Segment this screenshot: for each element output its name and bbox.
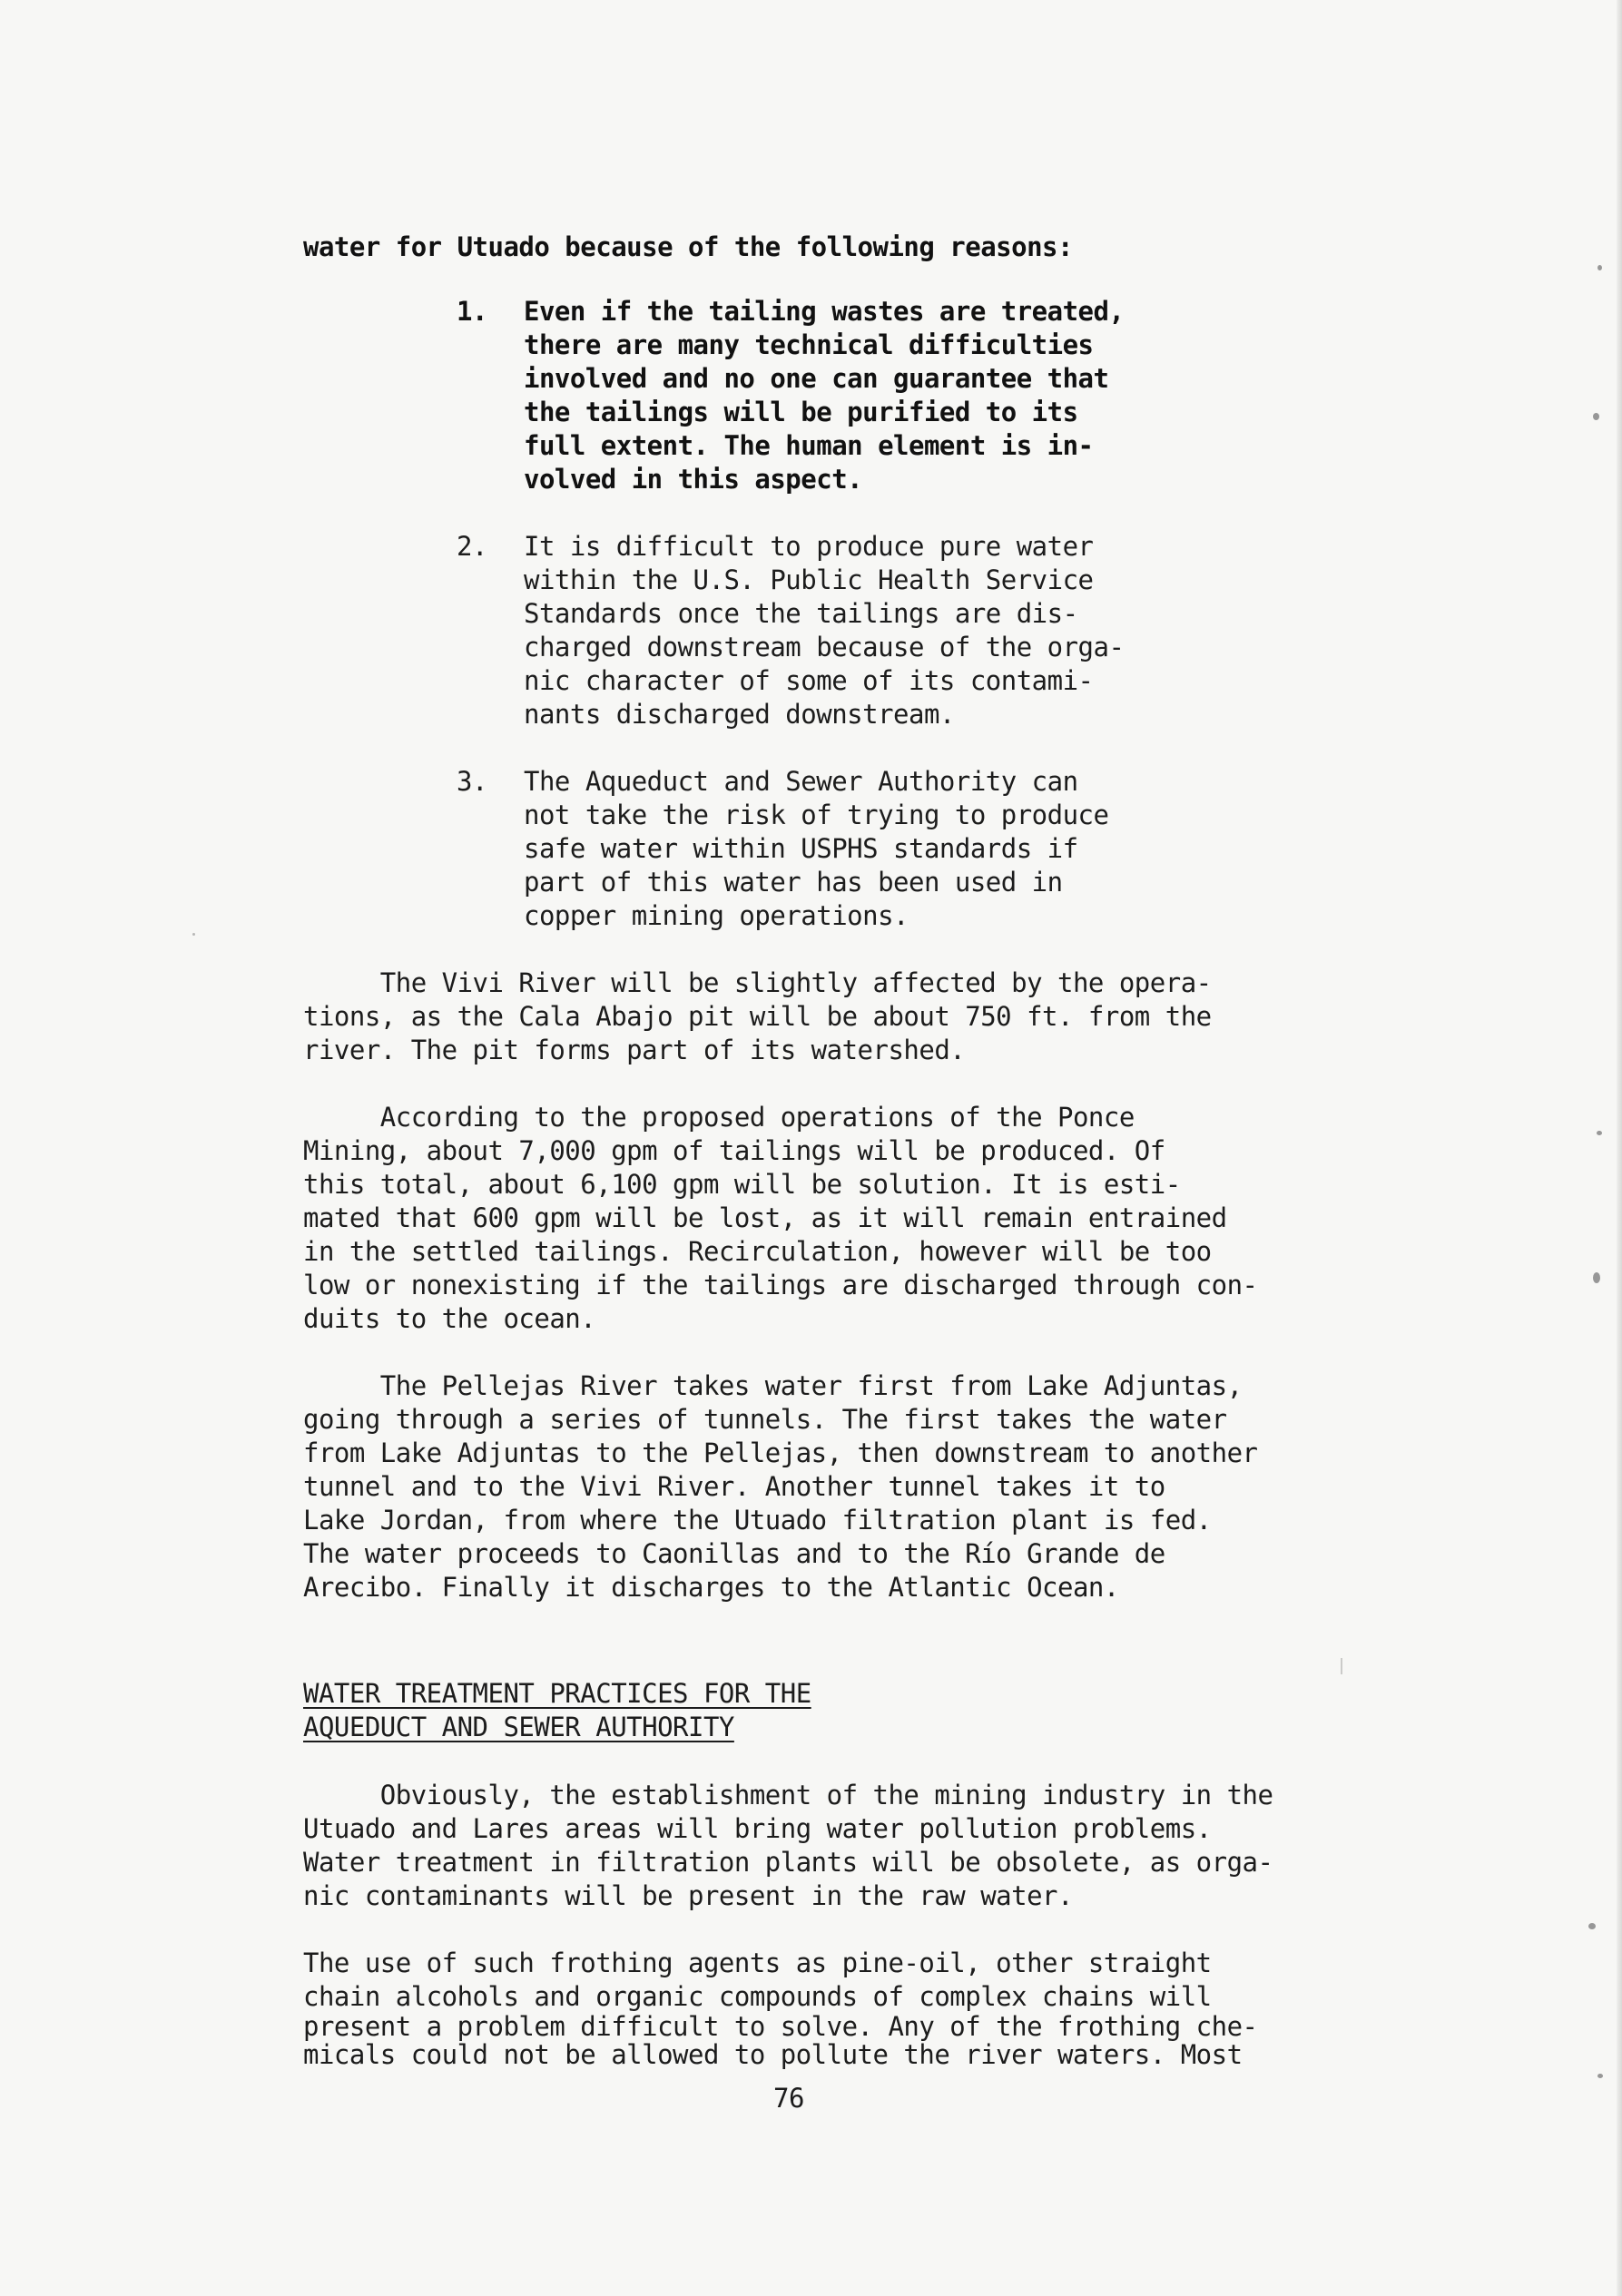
reason-line: safe water within USPHS standards if: [524, 833, 1078, 864]
paragraph-line: going through a series of tunnels. The first takes the water: [303, 1404, 1227, 1435]
reason-line: the tailings will be purified to its: [524, 397, 1078, 427]
paragraph-line: According to the proposed operations of the Ponce: [303, 1102, 1135, 1133]
scan-speck: [1593, 1272, 1600, 1283]
scan-speck: [1593, 413, 1599, 420]
paragraph-line: present a problem difficult to solve. Any of the frothing che-: [303, 2011, 1258, 2042]
reason-line: full extent. The human element is in-: [524, 430, 1094, 461]
reason-line: part of this water has been used in: [524, 867, 1063, 898]
reason-line: involved and no one can guarantee that: [524, 363, 1109, 394]
reason-line: Even if the tailing wastes are treated,: [524, 296, 1125, 327]
paragraph-line: Obviously, the establishment of the mining industry in the: [303, 1780, 1273, 1810]
section-heading: WATER TREATMENT PRACTICES FOR THE: [303, 1678, 811, 1709]
scan-speck: [1597, 265, 1602, 270]
paragraph-line: The use of such frothing agents as pine-oil, other straight: [303, 1948, 1212, 1978]
scan-speck: [1341, 1658, 1342, 1674]
paragraph-line: duits to the ocean.: [303, 1303, 596, 1334]
reason-line: within the U.S. Public Health Service: [524, 564, 1094, 595]
paragraph-line: this total, about 6,100 gpm will be solution. It is esti-: [303, 1169, 1181, 1200]
page-edge: [1617, 0, 1622, 2296]
paragraph-line: tunnel and to the Vivi River. Another tunnel takes it to: [303, 1471, 1165, 1502]
reason-number: 3.: [457, 766, 487, 797]
paragraph-line: chain alcohols and organic compounds of complex chains will: [303, 1981, 1212, 2012]
paragraph-line: The Vivi River will be slightly affected by the opera-: [303, 967, 1212, 998]
reason-line: It is difficult to produce pure water: [524, 531, 1094, 562]
reason-line: The Aqueduct and Sewer Authority can: [524, 766, 1078, 797]
reason-number: 2.: [457, 531, 487, 562]
intro-line: water for Utuado because of the following reasons:: [303, 231, 1073, 262]
paragraph-line: in the settled tailings. Recirculation, however will be too: [303, 1236, 1212, 1267]
paragraph-line: mated that 600 gpm will be lost, as it will remain entrained: [303, 1202, 1227, 1233]
scan-speck: [192, 933, 195, 936]
scan-speck: [1588, 1923, 1596, 1929]
reason-line: there are many technical difficulties: [524, 329, 1094, 360]
reason-line: nic character of some of its contami-: [524, 665, 1094, 696]
paragraph-line: Utuado and Lares areas will bring water pollution problems.: [303, 1813, 1212, 1844]
paragraph-line: Lake Jordan, from where the Utuado filtration plant is fed.: [303, 1505, 1212, 1536]
paragraph-line: micals could not be allowed to pollute the river waters. Most: [303, 2039, 1243, 2070]
paragraph-line: Arecibo. Finally it discharges to the Atlantic Ocean.: [303, 1572, 1119, 1603]
paragraph-line: Mining, about 7,000 gpm of tailings will be produced. Of: [303, 1135, 1165, 1166]
paragraph-line: nic contaminants will be present in the raw water.: [303, 1880, 1073, 1911]
paragraph-line: from Lake Adjuntas to the Pellejas, then downstream to another: [303, 1437, 1258, 1468]
reason-line: volved in this aspect.: [524, 464, 863, 495]
scan-speck: [1597, 2074, 1603, 2078]
reason-line: copper mining operations.: [524, 900, 909, 931]
paragraph-line: Water treatment in filtration plants will be obsolete, as orga-: [303, 1847, 1273, 1878]
reason-line: charged downstream because of the orga-: [524, 632, 1125, 662]
page-number: 76: [773, 2083, 804, 2114]
paragraph-line: low or nonexisting if the tailings are discharged through con-: [303, 1270, 1258, 1300]
reason-line: nants discharged downstream.: [524, 699, 955, 730]
paragraph-line: The Pellejas River takes water first from Lake Adjuntas,: [303, 1370, 1243, 1401]
reason-line: not take the risk of trying to produce: [524, 800, 1109, 830]
section-heading: AQUEDUCT AND SEWER AUTHORITY: [303, 1712, 734, 1742]
reason-number: 1.: [457, 296, 487, 327]
paragraph-line: river. The pit forms part of its watershed.: [303, 1035, 966, 1065]
paragraph-line: The water proceeds to Caonillas and to the Río Grande de: [303, 1538, 1165, 1569]
paragraph-line: tions, as the Cala Abajo pit will be about 750 ft. from the: [303, 1001, 1212, 1032]
reason-line: Standards once the tailings are dis-: [524, 598, 1078, 629]
scan-speck: [1597, 1131, 1602, 1135]
